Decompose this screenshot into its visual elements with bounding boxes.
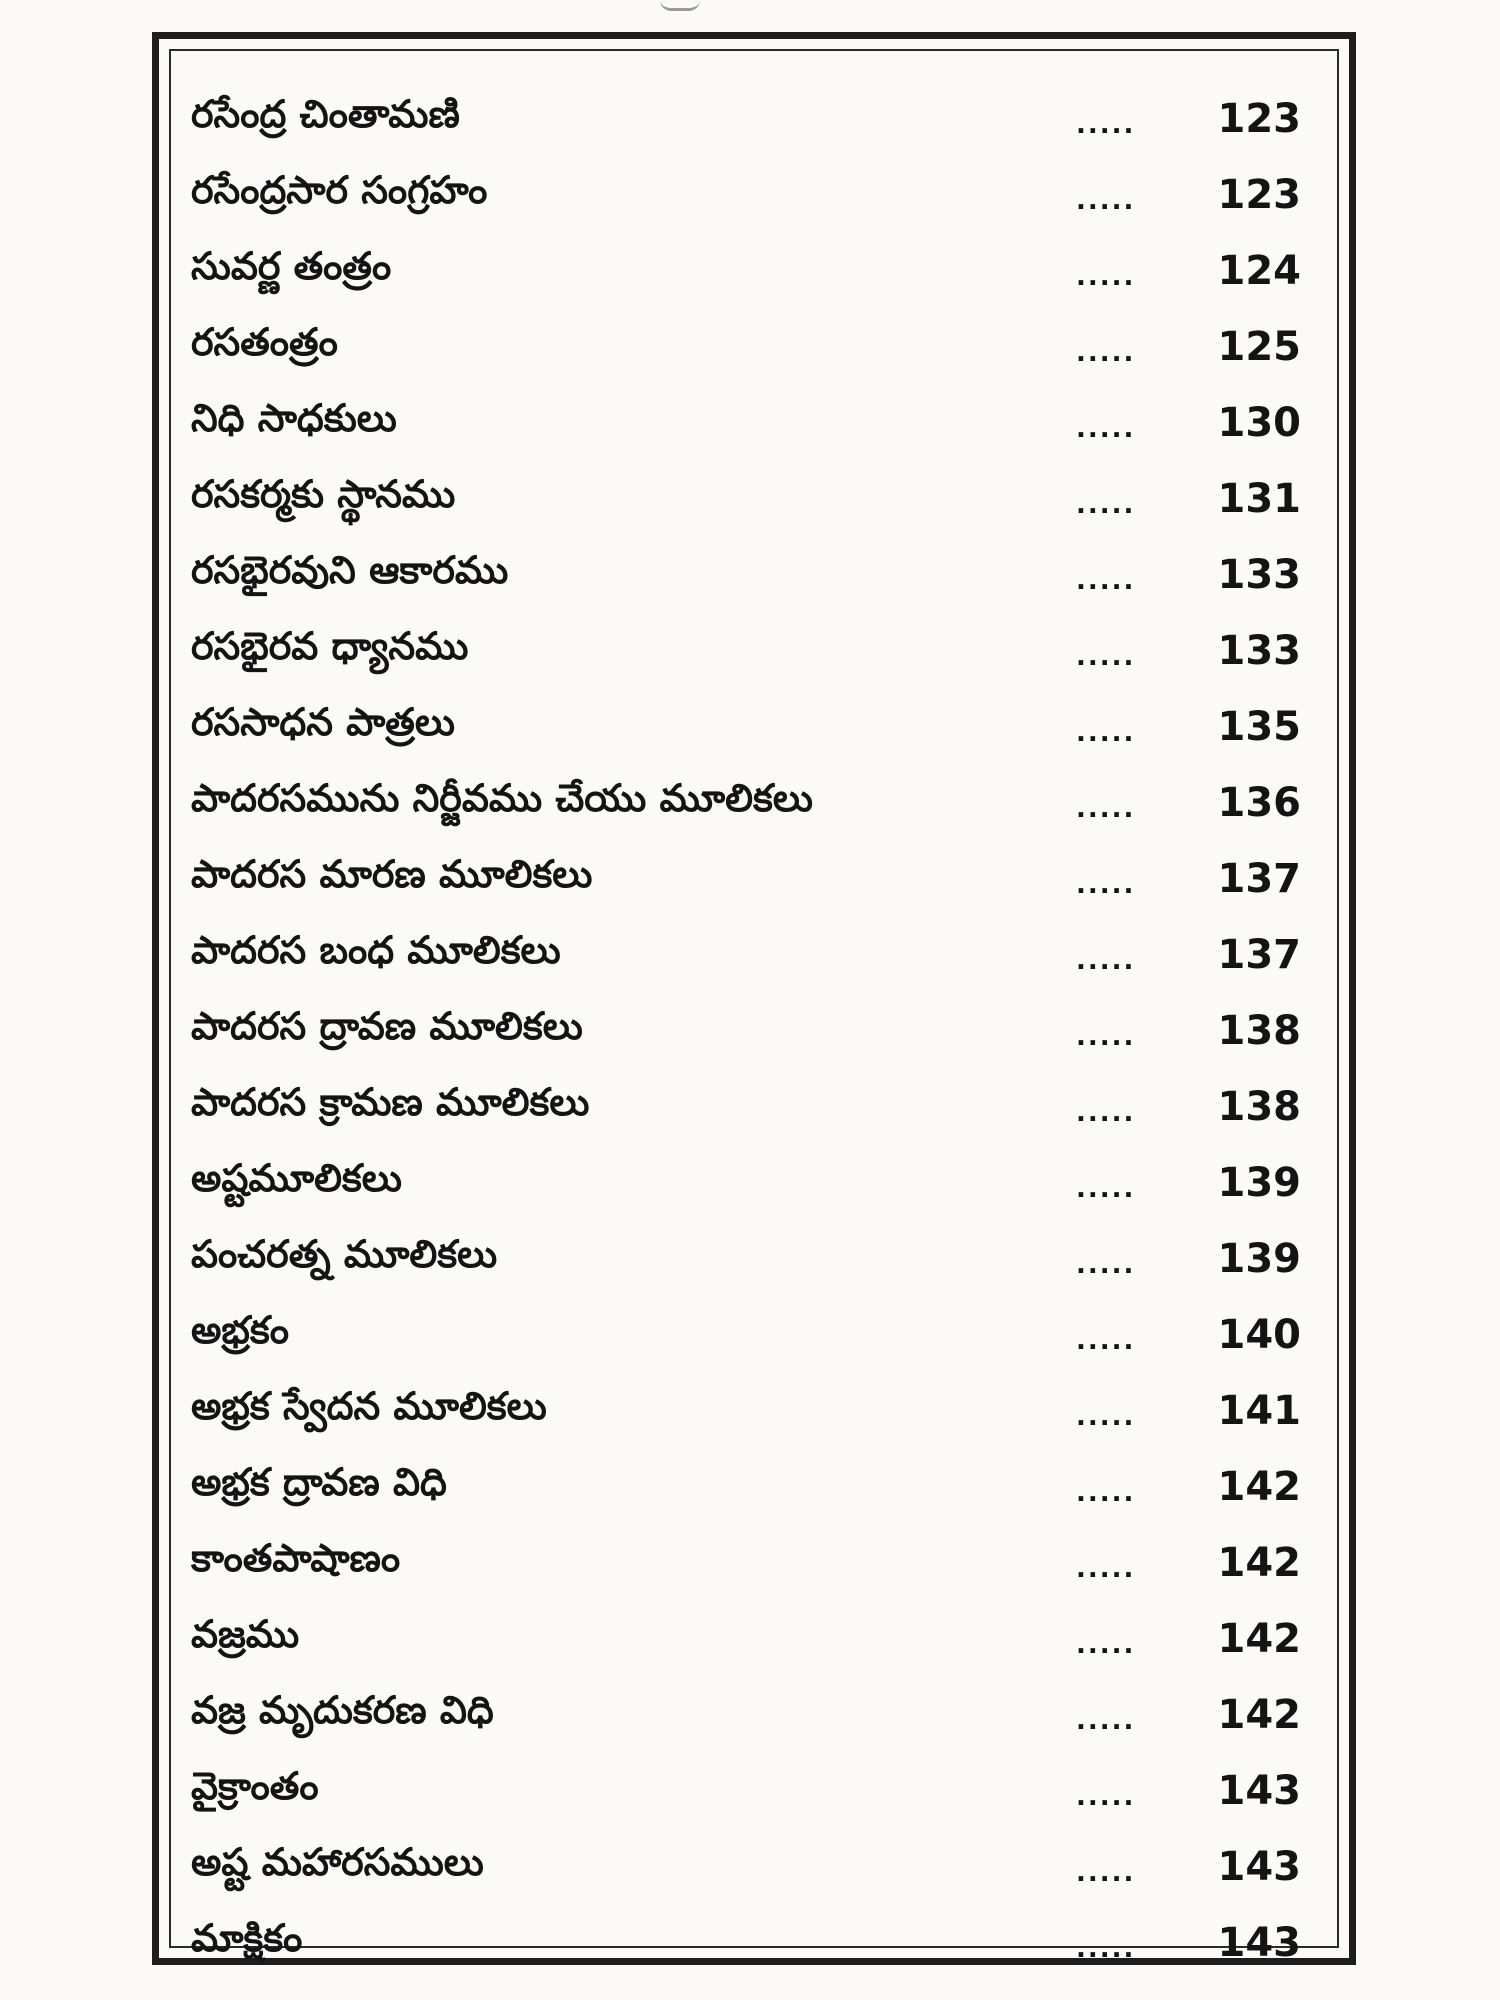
toc-dot-leader: ..... [1076,1250,1136,1280]
toc-entry-page-number: 130 [1217,400,1301,446]
toc-entry [191,1829,1301,1905]
toc-entry-title: రసభైరవుని ఆకారము [191,548,509,592]
toc-dot-leader: ..... [1076,1630,1136,1660]
page-top-mark [660,0,700,11]
toc-entry [191,157,1301,233]
toc-entry-page-number: 142 [1217,1616,1301,1662]
toc-entry-page-number: 124 [1217,248,1301,294]
toc-entry-page-number: 142 [1217,1464,1301,1510]
toc-entry [191,841,1301,917]
toc-entry [191,1145,1301,1221]
toc-entry-title: రససాధన పాత్రలు [191,700,455,744]
toc-dot-leader: ..... [1076,1706,1136,1736]
toc-dot-leader: ..... [1076,1326,1136,1356]
toc-entry [191,233,1301,309]
toc-entry-page-number: 133 [1217,552,1301,598]
toc-entry [191,1221,1301,1297]
toc-entry-title: కాంతపాషాణం [191,1536,401,1580]
toc-entry [191,385,1301,461]
toc-entry [191,613,1301,689]
toc-entry-page-number: 139 [1217,1160,1301,1206]
toc-entry-page-number: 133 [1217,628,1301,674]
toc-dot-leader: ..... [1076,870,1136,900]
toc-dot-leader: ..... [1076,566,1136,596]
toc-entry-title: వజ్ర మృదుకరణ విధి [191,1688,494,1732]
toc-dot-leader: ..... [1076,262,1136,292]
toc-entry-title: రసకర్మకు స్థానము [191,472,456,516]
toc-dot-leader: ..... [1076,490,1136,520]
toc-entry-title: పాదరస మారణ మూలికలు [191,852,593,896]
toc-dot-leader: ..... [1076,414,1136,444]
toc-entry-title: నిధి సాధకులు [191,396,397,440]
toc-dot-leader: ..... [1076,1782,1136,1812]
toc-dot-leader: ..... [1076,186,1136,216]
toc-entry [191,1297,1301,1373]
toc-entry-title: సువర్ణ తంత్రం [191,244,392,288]
toc-entry-title: రసేంద్రసార సంగ్రహం [191,168,488,212]
toc-entry-page-number: 142 [1217,1692,1301,1738]
toc-entry-page-number: 143 [1217,1844,1301,1890]
toc-outer-border [152,32,1356,1965]
toc-entry-page-number: 123 [1217,96,1301,142]
toc-dot-leader: ..... [1076,1402,1136,1432]
toc-entry [191,917,1301,993]
toc-dot-leader: ..... [1076,1174,1136,1204]
toc-entry-title: వజ్రము [191,1612,300,1656]
toc-entry-page-number: 136 [1217,780,1301,826]
toc-entry-page-number: 137 [1217,856,1301,902]
toc-entry [191,1601,1301,1677]
toc-dot-leader: ..... [1076,110,1136,140]
toc-entry [191,81,1301,157]
toc-entry-page-number: 137 [1217,932,1301,978]
toc-entry-title: అభ్రకం [191,1308,290,1352]
toc-entry-title: అష్టమూలికలు [191,1156,402,1200]
toc-entry-page-number: 143 [1217,1920,1301,1966]
toc-dot-leader: ..... [1076,1478,1136,1508]
toc-entry [191,993,1301,1069]
toc-dot-leader: ..... [1076,642,1136,672]
toc-dot-leader: ..... [1076,1858,1136,1888]
toc-entry-title: పాదరస బంధ మూలికలు [191,928,561,972]
toc-entry-page-number: 142 [1217,1540,1301,1586]
toc-entry-title: మాక్షికం [191,1916,303,1960]
toc-entry [191,1449,1301,1525]
toc-entry-page-number: 125 [1217,324,1301,370]
toc-entry [191,1069,1301,1145]
toc-dot-leader: ..... [1076,338,1136,368]
toc-entry-title: రసేంద్ర చింతామణి [191,92,460,136]
toc-entry [191,1905,1301,1981]
toc-entry-title: వైక్రాంతం [191,1764,319,1808]
toc-entry-page-number: 138 [1217,1084,1301,1130]
toc-entry-page-number: 123 [1217,172,1301,218]
toc-entry-title: పాదరస క్రామణ మూలికలు [191,1080,590,1124]
toc-entry-title: పంచరత్న మూలికలు [191,1232,498,1276]
toc-entry [191,309,1301,385]
table-of-contents [191,81,1301,1981]
toc-entry-title: పాదరస ద్రావణ మూలికలు [191,1004,583,1048]
toc-entry [191,689,1301,765]
toc-dot-leader: ..... [1076,1022,1136,1052]
toc-entry-page-number: 135 [1217,704,1301,750]
toc-entry-page-number: 131 [1217,476,1301,522]
toc-entry-title: అభ్రక ద్రావణ విధి [191,1460,447,1504]
toc-entry [191,1525,1301,1601]
toc-entry-page-number: 140 [1217,1312,1301,1358]
toc-entry-title: అభ్రక స్వేదన మూలికలు [191,1384,547,1428]
toc-entry [191,765,1301,841]
toc-dot-leader: ..... [1076,1934,1136,1964]
toc-entry [191,1753,1301,1829]
toc-entry-title: పాదరసమును నిర్జీవము చేయు మూలికలు [191,776,813,820]
toc-entry [191,1677,1301,1753]
toc-entry [191,461,1301,537]
toc-dot-leader: ..... [1076,1098,1136,1128]
toc-entry [191,537,1301,613]
toc-dot-leader: ..... [1076,1554,1136,1584]
toc-entry-title: అష్ట మహారసములు [191,1840,484,1884]
toc-dot-leader: ..... [1076,718,1136,748]
toc-entry-page-number: 139 [1217,1236,1301,1282]
toc-entry [191,1373,1301,1449]
toc-entry-title: రసతంత్రం [191,320,338,364]
toc-entry-page-number: 141 [1217,1388,1301,1434]
toc-dot-leader: ..... [1076,794,1136,824]
toc-entry-title: రసభైరవ ధ్యానము [191,624,469,668]
toc-dot-leader: ..... [1076,946,1136,976]
toc-entry-page-number: 138 [1217,1008,1301,1054]
toc-entry-page-number: 143 [1217,1768,1301,1814]
